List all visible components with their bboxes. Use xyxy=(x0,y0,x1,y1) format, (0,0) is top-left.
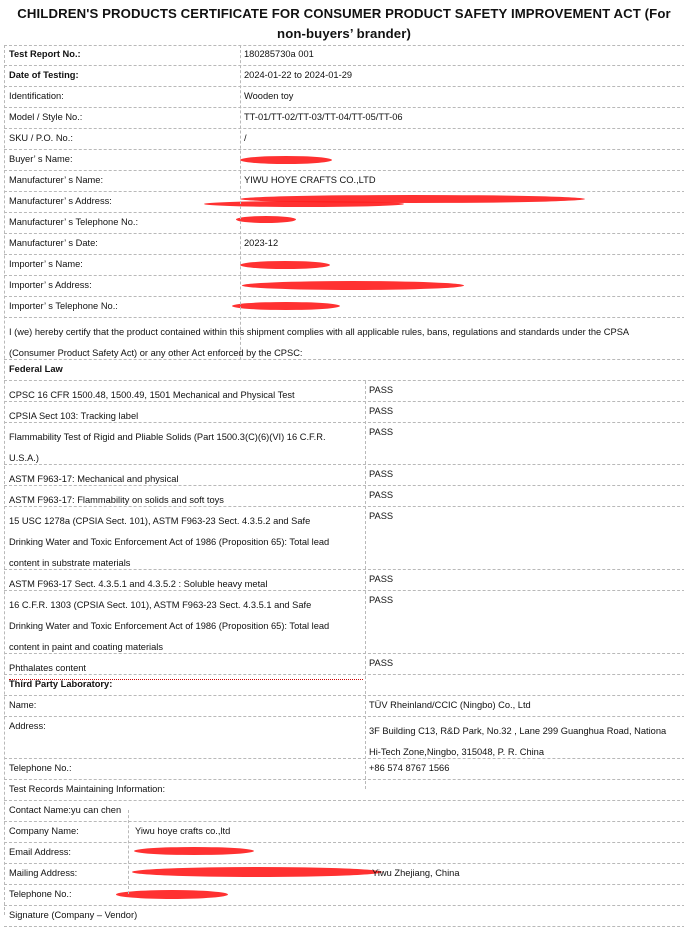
test-description-line: U.S.A.) xyxy=(9,453,39,463)
row-importer-address xyxy=(4,276,684,297)
row-importer-name xyxy=(4,255,684,276)
mfr-name-label: Manufacturer’ s Name: xyxy=(9,175,104,185)
row-divider xyxy=(4,716,684,717)
test-description-line: Drinking Water and Toxic Enforcement Act of 1986 (Proposition 65): Total lead xyxy=(9,621,330,631)
certificate-title xyxy=(4,4,684,44)
column-divider xyxy=(365,381,366,789)
mailing-value: Yiwu Zhejiang, China xyxy=(372,868,460,878)
mailing-label: Mailing Address: xyxy=(9,868,78,878)
test-result: PASS xyxy=(369,385,394,395)
redaction-mark xyxy=(204,201,404,207)
mfr-name-value: YIWU HOYE CRAFTS CO.,LTD xyxy=(244,175,376,185)
row-divider xyxy=(4,422,684,423)
test-row xyxy=(4,654,684,675)
test-row xyxy=(4,423,684,465)
row-divider xyxy=(4,233,684,234)
test-description-line: ASTM F963-17: Mechanical and physical xyxy=(9,474,179,484)
row-divider xyxy=(4,275,684,276)
certification-statement xyxy=(4,318,684,360)
redaction-mark xyxy=(242,281,464,290)
company-value: Yiwu hoye crafts co.,ltd xyxy=(135,826,231,836)
lab-name-value: TÜV Rheinland/CCIC (Ningbo) Co., Ltd xyxy=(369,700,531,710)
records-phone-label: Telephone No.: xyxy=(9,889,72,899)
test-description-line: ASTM F963-17 Sect. 4.3.5.1 and 4.3.5.2 : Soluble heavy metal xyxy=(9,579,268,589)
redaction-mark xyxy=(116,890,228,899)
redaction-mark xyxy=(232,302,340,310)
test-description-line: content in substrate materials xyxy=(9,558,131,568)
test-row xyxy=(4,591,684,654)
sku-value: / xyxy=(244,133,247,143)
title-line-1: CHILDREN'S PRODUCTS CERTIFICATE FOR CONSUMER PRODUCT SAFETY IMPROVEMENT ACT (For xyxy=(17,6,671,21)
row-sku xyxy=(4,129,684,150)
test-description-line: CPSIA Sect 103: Tracking label xyxy=(9,411,139,421)
test-row xyxy=(4,486,684,507)
row-divider xyxy=(4,107,684,108)
row-divider xyxy=(4,317,684,318)
sku-label: SKU / P.O. No.: xyxy=(9,133,73,143)
lab-heading: Third Party Laboratory: xyxy=(9,679,113,689)
test-description-line: CPSC 16 CFR 1500.48, 1500.49, 1501 Mechanical and Physical Test xyxy=(9,390,295,400)
row-divider xyxy=(4,842,684,843)
federal-law-row xyxy=(4,360,684,381)
test-description-line: Flammability Test of Rigid and Pliable Solids (Part 1500.3(C)(6)(VI) 16 C.F.R. xyxy=(9,432,326,442)
model-value: TT-01/TT-02/TT-03/TT-04/TT-05/TT-06 xyxy=(244,112,403,122)
date-testing-value: 2024-01-22 to 2024-01-29 xyxy=(244,70,353,80)
row-divider xyxy=(4,380,684,381)
row-company xyxy=(4,822,684,843)
company-label: Company Name: xyxy=(9,826,79,836)
mfr-phone-label: Manufacturer’ s Telephone No.: xyxy=(9,217,139,227)
row-divider xyxy=(4,212,684,213)
test-result: PASS xyxy=(369,490,394,500)
row-divider xyxy=(4,170,684,171)
row-divider xyxy=(4,884,684,885)
test-report-value: 180285730a 001 xyxy=(244,49,314,59)
identification-value: Wooden toy xyxy=(244,91,294,101)
lab-phone-value: +86 574 8767 1566 xyxy=(369,763,450,773)
row-email xyxy=(4,843,684,864)
test-description-line: 15 USC 1278a (CPSIA Sect. 101), ASTM F963-23 Sect. 4.3.5.2 and Safe xyxy=(9,516,311,526)
row-model xyxy=(4,108,684,129)
row-divider xyxy=(4,926,684,927)
test-row xyxy=(4,570,684,591)
row-divider xyxy=(4,149,684,150)
row-mfr-name xyxy=(4,171,684,192)
redaction-mark xyxy=(134,847,254,855)
row-date-testing xyxy=(4,66,684,87)
row-divider xyxy=(4,254,684,255)
test-result: PASS xyxy=(369,406,394,416)
mfr-date-label: Manufacturer’ s Date: xyxy=(9,238,98,248)
row-records-phone xyxy=(4,885,684,906)
model-label: Model / Style No.: xyxy=(9,112,83,122)
column-divider xyxy=(240,45,241,360)
row-divider xyxy=(4,821,684,822)
test-result: PASS xyxy=(369,658,394,668)
row-lab-name xyxy=(4,696,684,717)
lab-address-line-1: 3F Building C13, R&D Park, No.32 , Lane 299 Guanghua Road, Nationa xyxy=(369,726,667,736)
test-result: PASS xyxy=(369,427,394,437)
test-description-line: ASTM F963-17: Flammability on solids and soft toys xyxy=(9,495,224,505)
row-lab-address xyxy=(4,717,684,759)
lab-phone-label: Telephone No.: xyxy=(9,763,72,773)
column-divider xyxy=(128,810,129,894)
federal-law-heading: Federal Law xyxy=(9,364,63,374)
row-divider xyxy=(4,695,684,696)
tests-list xyxy=(4,381,684,675)
row-mfr-date xyxy=(4,234,684,255)
lab-address-label: Address: xyxy=(9,721,46,731)
buyer-name-label: Buyer’ s Name: xyxy=(9,154,73,164)
row-importer-phone xyxy=(4,297,684,318)
row-divider xyxy=(4,779,684,780)
test-description-line: 16 C.F.R. 1303 (CPSIA Sect. 101), ASTM F963-23 Sect. 4.3.5.1 and Safe xyxy=(9,600,312,610)
redaction-mark xyxy=(240,156,332,164)
test-description-line: Phthalates content xyxy=(9,658,363,680)
row-divider xyxy=(4,905,684,906)
test-row xyxy=(4,465,684,486)
row-divider xyxy=(4,653,684,654)
table-border-left xyxy=(4,45,5,915)
lab-name-label: Name: xyxy=(9,700,37,710)
test-result: PASS xyxy=(369,511,394,521)
row-divider xyxy=(4,359,684,360)
row-divider xyxy=(4,800,684,801)
test-description-line: content in paint and coating materials xyxy=(9,642,164,652)
redaction-mark xyxy=(132,867,382,877)
row-signature xyxy=(4,906,684,927)
redaction-mark xyxy=(240,261,330,269)
row-divider xyxy=(4,401,684,402)
importer-address-label: Importer’ s Address: xyxy=(9,280,92,290)
row-divider xyxy=(4,191,684,192)
date-testing-label: Date of Testing: xyxy=(9,70,79,80)
records-heading-row xyxy=(4,780,684,801)
row-divider xyxy=(4,590,684,591)
test-result: PASS xyxy=(369,574,394,584)
test-row xyxy=(4,381,684,402)
lab-heading-row xyxy=(4,675,684,696)
signature-label: Signature (Company – Vendor) xyxy=(9,910,138,920)
row-divider xyxy=(4,464,684,465)
row-buyer-name xyxy=(4,150,684,171)
row-divider xyxy=(4,485,684,486)
row-mfr-phone xyxy=(4,213,684,234)
identification-label: Identification: xyxy=(9,91,64,101)
test-report-label: Test Report No.: xyxy=(9,49,81,59)
test-row xyxy=(4,507,684,570)
row-divider xyxy=(4,569,684,570)
contact-name: Contact Name:yu can chen xyxy=(9,805,122,815)
certify-line-2: (Consumer Product Safety Act) or any other Act enforced by the CPSC: xyxy=(9,348,303,358)
row-test-report xyxy=(4,45,684,66)
row-mfr-address xyxy=(4,192,684,213)
row-divider xyxy=(4,758,684,759)
row-mailing xyxy=(4,864,684,885)
row-divider xyxy=(4,296,684,297)
test-result: PASS xyxy=(369,595,394,605)
table-border-top xyxy=(4,45,684,46)
row-contact xyxy=(4,801,684,822)
row-lab-phone xyxy=(4,759,684,780)
email-label: Email Address: xyxy=(9,847,72,857)
test-row xyxy=(4,402,684,423)
records-heading: Test Records Maintaining Information: xyxy=(9,784,166,794)
row-divider xyxy=(4,65,684,66)
redaction-mark xyxy=(236,216,296,223)
mfr-date-value: 2023-12 xyxy=(244,238,279,248)
mfr-address-label: Manufacturer’ s Address: xyxy=(9,196,112,206)
test-description-line: Drinking Water and Toxic Enforcement Act of 1986 (Proposition 65): Total lead xyxy=(9,537,330,547)
title-line-2: non-buyers’ brander) xyxy=(277,26,411,41)
row-divider xyxy=(4,674,684,675)
test-result: PASS xyxy=(369,469,394,479)
lab-address-line-2: Hi-Tech Zone,Ningbo, 315048, P. R. China xyxy=(369,747,545,757)
row-identification xyxy=(4,87,684,108)
row-divider xyxy=(4,86,684,87)
certificate-table xyxy=(4,45,684,927)
row-divider xyxy=(4,506,684,507)
importer-phone-label: Importer’ s Telephone No.: xyxy=(9,301,118,311)
importer-name-label: Importer’ s Name: xyxy=(9,259,83,269)
row-divider xyxy=(4,863,684,864)
row-divider xyxy=(4,128,684,129)
certify-line-1: I (we) hereby certify that the product contained within this shipment complies with all applicable rules, bans, regulations and standards under the CPSA xyxy=(9,327,630,337)
